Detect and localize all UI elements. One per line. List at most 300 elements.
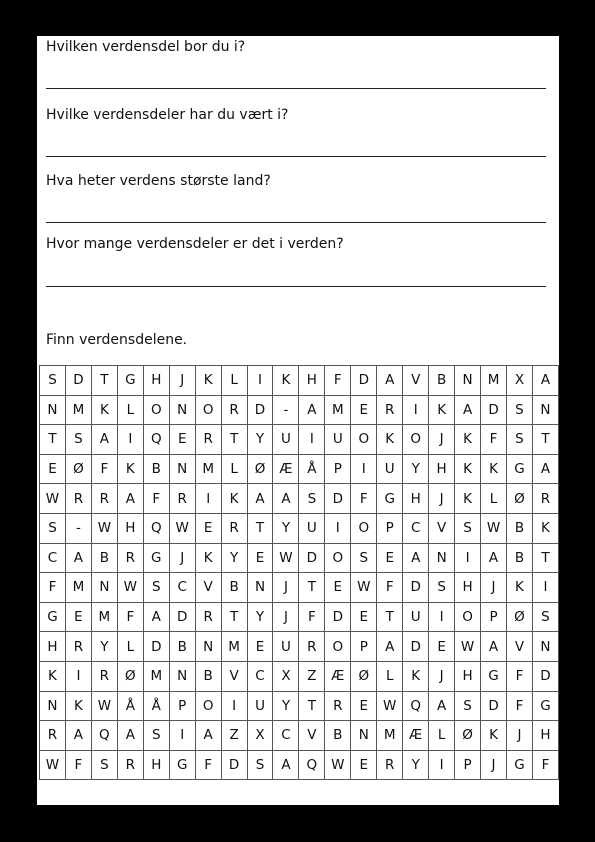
grid-cell[interactable]: L — [117, 395, 143, 425]
grid-cell[interactable]: J — [273, 602, 299, 632]
grid-cell[interactable]: W — [91, 691, 117, 721]
grid-cell[interactable]: S — [299, 484, 325, 514]
grid-cell[interactable]: K — [40, 661, 66, 691]
grid-cell[interactable]: Ø — [117, 661, 143, 691]
grid-cell[interactable]: T — [91, 366, 117, 396]
grid-cell[interactable]: N — [169, 395, 195, 425]
grid-cell[interactable]: E — [351, 602, 377, 632]
grid-cell[interactable]: J — [481, 750, 507, 780]
grid-cell[interactable]: T — [299, 573, 325, 603]
grid-cell[interactable]: U — [325, 425, 351, 455]
grid-cell[interactable]: N — [351, 721, 377, 751]
grid-cell[interactable]: R — [65, 632, 91, 662]
grid-cell[interactable]: N — [91, 573, 117, 603]
grid-cell[interactable]: K — [507, 573, 533, 603]
grid-cell[interactable]: Ø — [507, 602, 533, 632]
grid-cell[interactable]: M — [65, 573, 91, 603]
grid-cell[interactable]: S — [143, 721, 169, 751]
grid-cell[interactable]: J — [429, 661, 455, 691]
grid-cell[interactable]: P — [455, 750, 481, 780]
grid-cell[interactable]: A — [273, 484, 299, 514]
instruction-text: Finn verdensdelene. — [46, 332, 188, 348]
grid-cell[interactable]: Y — [221, 543, 247, 573]
grid-cell[interactable]: W — [169, 513, 195, 543]
grid-cell[interactable]: Z — [221, 721, 247, 751]
grid-cell[interactable]: E — [377, 543, 403, 573]
grid-cell[interactable]: F — [91, 454, 117, 484]
grid-cell[interactable]: G — [117, 366, 143, 396]
grid-row — [40, 632, 559, 662]
grid-cell[interactable]: M — [195, 454, 221, 484]
grid-cell[interactable]: R — [221, 395, 247, 425]
grid-row — [40, 425, 559, 455]
grid-cell[interactable]: G — [143, 543, 169, 573]
grid-cell[interactable]: P — [325, 454, 351, 484]
grid-cell[interactable]: O — [195, 395, 221, 425]
grid-row — [40, 691, 559, 721]
grid-cell[interactable]: P — [377, 513, 403, 543]
grid-cell[interactable]: B — [169, 632, 195, 662]
grid-cell[interactable]: N — [40, 691, 66, 721]
grid-cell[interactable]: L — [221, 454, 247, 484]
grid-cell[interactable]: A — [247, 484, 273, 514]
grid-cell[interactable]: H — [40, 632, 66, 662]
grid-cell[interactable]: V — [221, 661, 247, 691]
grid-cell[interactable]: G — [377, 484, 403, 514]
grid-cell[interactable]: P — [351, 632, 377, 662]
grid-cell[interactable]: P — [481, 602, 507, 632]
grid-cell[interactable]: Q — [143, 425, 169, 455]
grid-cell[interactable]: S — [351, 543, 377, 573]
grid-cell[interactable]: U — [247, 691, 273, 721]
grid-cell[interactable]: M — [91, 602, 117, 632]
grid-cell[interactable]: E — [195, 513, 221, 543]
grid-cell[interactable]: O — [325, 632, 351, 662]
grid-cell[interactable]: E — [429, 632, 455, 662]
grid-cell[interactable]: R — [532, 484, 558, 514]
grid-cell[interactable]: D — [532, 661, 558, 691]
grid-cell[interactable]: R — [40, 721, 66, 751]
grid-cell[interactable]: R — [377, 395, 403, 425]
grid-cell[interactable]: M — [377, 721, 403, 751]
grid-cell[interactable]: A — [403, 543, 429, 573]
grid-cell[interactable]: O — [351, 513, 377, 543]
grid-cell[interactable]: D — [403, 632, 429, 662]
grid-cell[interactable]: V — [429, 513, 455, 543]
grid-cell[interactable]: S — [507, 395, 533, 425]
grid-cell[interactable]: S — [40, 366, 66, 396]
grid-cell[interactable]: B — [429, 366, 455, 396]
grid-cell[interactable]: J — [507, 721, 533, 751]
grid-cell[interactable]: S — [247, 750, 273, 780]
grid-cell[interactable]: S — [429, 573, 455, 603]
grid-cell[interactable]: A — [273, 750, 299, 780]
grid-cell[interactable]: K — [221, 484, 247, 514]
grid-cell[interactable]: Ø — [247, 454, 273, 484]
grid-cell[interactable]: D — [143, 632, 169, 662]
grid-cell[interactable]: Å — [117, 691, 143, 721]
grid-row — [40, 366, 559, 396]
grid-cell[interactable]: T — [221, 425, 247, 455]
grid-cell[interactable]: N — [169, 661, 195, 691]
grid-cell[interactable]: E — [351, 691, 377, 721]
grid-cell[interactable]: U — [403, 602, 429, 632]
grid-cell[interactable]: F — [299, 602, 325, 632]
grid-cell[interactable]: H — [299, 366, 325, 396]
grid-cell[interactable]: O — [403, 425, 429, 455]
grid-cell[interactable]: P — [169, 691, 195, 721]
grid-cell[interactable]: I — [247, 366, 273, 396]
answer-line-1[interactable] — [46, 88, 546, 89]
grid-cell[interactable]: Y — [273, 513, 299, 543]
grid-cell[interactable]: I — [195, 484, 221, 514]
grid-cell[interactable]: U — [273, 632, 299, 662]
grid-cell[interactable]: T — [247, 513, 273, 543]
grid-cell[interactable]: R — [65, 484, 91, 514]
grid-cell[interactable]: I — [351, 454, 377, 484]
grid-cell[interactable]: M — [221, 632, 247, 662]
grid-cell[interactable]: J — [429, 425, 455, 455]
grid-cell[interactable]: A — [91, 425, 117, 455]
grid-cell[interactable]: B — [507, 543, 533, 573]
grid-cell[interactable]: F — [351, 484, 377, 514]
grid-cell[interactable]: D — [299, 543, 325, 573]
grid-cell[interactable]: A — [299, 395, 325, 425]
grid-cell[interactable]: Å — [143, 691, 169, 721]
grid-cell[interactable]: I — [429, 602, 455, 632]
grid-cell[interactable]: M — [481, 366, 507, 396]
grid-cell[interactable]: S — [532, 602, 558, 632]
grid-cell[interactable]: D — [221, 750, 247, 780]
grid-cell[interactable]: H — [117, 513, 143, 543]
grid-cell[interactable]: D — [403, 573, 429, 603]
grid-cell[interactable]: F — [65, 750, 91, 780]
grid-cell[interactable]: C — [169, 573, 195, 603]
grid-cell[interactable]: N — [532, 395, 558, 425]
grid-cell[interactable]: Q — [299, 750, 325, 780]
grid-cell[interactable]: Q — [403, 691, 429, 721]
grid-row — [40, 513, 559, 543]
grid-cell[interactable]: U — [377, 454, 403, 484]
grid-cell[interactable]: K — [377, 425, 403, 455]
grid-cell[interactable]: D — [325, 602, 351, 632]
grid-cell[interactable]: B — [325, 721, 351, 751]
grid-cell[interactable]: B — [195, 661, 221, 691]
grid-cell[interactable]: E — [65, 602, 91, 632]
grid-cell[interactable]: I — [429, 750, 455, 780]
grid-cell[interactable]: Æ — [403, 721, 429, 751]
grid-cell[interactable]: L — [377, 661, 403, 691]
grid-cell[interactable]: Z — [299, 661, 325, 691]
grid-cell[interactable]: Y — [403, 454, 429, 484]
grid-cell[interactable]: R — [169, 484, 195, 514]
grid-cell[interactable]: E — [169, 425, 195, 455]
grid-cell[interactable]: L — [481, 484, 507, 514]
grid-cell[interactable]: T — [532, 543, 558, 573]
grid-cell[interactable]: A — [143, 602, 169, 632]
grid-cell[interactable]: R — [195, 425, 221, 455]
grid-cell[interactable]: A — [532, 454, 558, 484]
question-3: Hva heter verdens største land? — [46, 173, 271, 189]
grid-cell[interactable]: G — [40, 602, 66, 632]
grid-cell[interactable]: N — [429, 543, 455, 573]
grid-cell[interactable]: K — [273, 366, 299, 396]
grid-cell[interactable]: I — [299, 425, 325, 455]
grid-cell[interactable]: R — [117, 543, 143, 573]
grid-cell[interactable]: B — [507, 513, 533, 543]
grid-cell[interactable]: M — [325, 395, 351, 425]
grid-cell[interactable]: A — [65, 543, 91, 573]
grid-cell[interactable]: F — [507, 691, 533, 721]
grid-cell[interactable]: Æ — [325, 661, 351, 691]
grid-cell[interactable]: K — [195, 366, 221, 396]
grid-cell[interactable]: D — [65, 366, 91, 396]
grid-cell[interactable]: R — [377, 750, 403, 780]
grid-cell[interactable]: A — [117, 484, 143, 514]
grid-cell[interactable]: C — [40, 543, 66, 573]
grid-cell[interactable]: E — [351, 750, 377, 780]
grid-cell[interactable]: S — [65, 425, 91, 455]
grid-cell[interactable]: F — [117, 602, 143, 632]
grid-cell[interactable]: A — [117, 721, 143, 751]
grid-cell[interactable]: F — [377, 573, 403, 603]
grid-row — [40, 543, 559, 573]
grid-cell[interactable]: K — [195, 543, 221, 573]
grid-cell[interactable]: Ø — [351, 661, 377, 691]
grid-cell[interactable]: X — [273, 661, 299, 691]
grid-cell[interactable]: I — [221, 691, 247, 721]
grid-cell[interactable]: Ø — [507, 484, 533, 514]
grid-cell[interactable]: O — [351, 425, 377, 455]
grid-cell[interactable]: T — [40, 425, 66, 455]
grid-cell[interactable]: E — [325, 573, 351, 603]
grid-cell[interactable]: K — [65, 691, 91, 721]
grid-cell[interactable]: V — [403, 366, 429, 396]
grid-cell[interactable]: H — [455, 573, 481, 603]
grid-cell[interactable]: L — [429, 721, 455, 751]
grid-cell[interactable]: D — [481, 691, 507, 721]
grid-cell[interactable]: G — [532, 691, 558, 721]
grid-cell[interactable]: Q — [91, 721, 117, 751]
grid-cell[interactable]: R — [221, 513, 247, 543]
grid-cell[interactable]: I — [169, 721, 195, 751]
grid-cell[interactable]: N — [40, 395, 66, 425]
grid-cell[interactable]: T — [532, 425, 558, 455]
grid-cell[interactable]: - — [65, 513, 91, 543]
grid-cell[interactable]: I — [117, 425, 143, 455]
grid-cell[interactable]: K — [91, 395, 117, 425]
grid-cell[interactable]: G — [507, 750, 533, 780]
grid-cell[interactable]: W — [273, 543, 299, 573]
grid-cell[interactable]: V — [195, 573, 221, 603]
grid-cell[interactable]: - — [273, 395, 299, 425]
grid-cell[interactable]: I — [325, 513, 351, 543]
grid-cell[interactable]: I — [455, 543, 481, 573]
grid-cell[interactable]: G — [507, 454, 533, 484]
grid-cell[interactable]: E — [40, 454, 66, 484]
grid-cell[interactable]: J — [273, 573, 299, 603]
grid-cell[interactable]: S — [507, 425, 533, 455]
grid-cell[interactable]: G — [481, 661, 507, 691]
grid-cell[interactable]: W — [40, 750, 66, 780]
grid-cell[interactable]: F — [532, 750, 558, 780]
grid-cell[interactable]: Æ — [273, 454, 299, 484]
grid-cell[interactable]: W — [455, 632, 481, 662]
grid-row — [40, 484, 559, 514]
grid-cell[interactable]: R — [91, 661, 117, 691]
grid-cell[interactable]: Ø — [65, 454, 91, 484]
grid-cell[interactable]: A — [455, 395, 481, 425]
grid-cell[interactable]: E — [351, 395, 377, 425]
grid-cell[interactable]: M — [143, 661, 169, 691]
grid-cell[interactable]: E — [247, 632, 273, 662]
grid-row — [40, 721, 559, 751]
grid-cell[interactable]: Y — [91, 632, 117, 662]
grid-cell[interactable]: L — [221, 366, 247, 396]
grid-cell[interactable]: A — [65, 721, 91, 751]
grid-cell[interactable]: W — [91, 513, 117, 543]
grid-cell[interactable]: Y — [247, 425, 273, 455]
grid-cell[interactable]: F — [325, 366, 351, 396]
grid-cell[interactable]: V — [299, 721, 325, 751]
grid-cell[interactable]: D — [351, 366, 377, 396]
grid-cell[interactable]: Å — [299, 454, 325, 484]
grid-cell[interactable]: F — [195, 750, 221, 780]
grid-cell[interactable]: E — [247, 543, 273, 573]
grid-cell[interactable]: F — [40, 573, 66, 603]
grid-cell[interactable]: O — [455, 602, 481, 632]
grid-cell[interactable]: A — [481, 632, 507, 662]
grid-cell[interactable]: K — [403, 661, 429, 691]
grid-cell[interactable]: N — [169, 454, 195, 484]
grid-cell[interactable]: A — [377, 632, 403, 662]
grid-cell[interactable]: S — [40, 513, 66, 543]
grid-cell[interactable]: B — [91, 543, 117, 573]
grid-cell[interactable]: W — [481, 513, 507, 543]
grid-cell[interactable]: Q — [143, 513, 169, 543]
grid-cell[interactable]: G — [169, 750, 195, 780]
grid-cell[interactable]: W — [40, 484, 66, 514]
grid-cell[interactable]: R — [325, 691, 351, 721]
grid-cell[interactable]: J — [169, 543, 195, 573]
grid-cell[interactable]: U — [273, 425, 299, 455]
grid-cell[interactable]: J — [169, 366, 195, 396]
grid-cell[interactable]: J — [481, 573, 507, 603]
grid-cell[interactable]: B — [143, 454, 169, 484]
grid-cell[interactable]: K — [429, 395, 455, 425]
grid-cell[interactable]: M — [65, 395, 91, 425]
grid-cell[interactable]: X — [247, 721, 273, 751]
grid-cell[interactable]: T — [221, 602, 247, 632]
grid-cell[interactable]: I — [65, 661, 91, 691]
grid-cell[interactable]: T — [377, 602, 403, 632]
question-4: Hvor mange verdensdeler er det i verden? — [46, 236, 344, 252]
grid-cell[interactable]: W — [377, 691, 403, 721]
grid-cell[interactable]: H — [429, 454, 455, 484]
grid-cell[interactable]: H — [143, 750, 169, 780]
grid-cell[interactable]: A — [377, 366, 403, 396]
grid-cell[interactable]: Ø — [455, 721, 481, 751]
grid-cell[interactable]: C — [273, 721, 299, 751]
grid-cell[interactable]: H — [532, 721, 558, 751]
grid-cell[interactable]: R — [299, 632, 325, 662]
grid-cell[interactable]: N — [532, 632, 558, 662]
grid-cell[interactable]: R — [91, 484, 117, 514]
grid-cell[interactable]: U — [299, 513, 325, 543]
grid-cell[interactable]: S — [143, 573, 169, 603]
grid-cell[interactable]: O — [195, 691, 221, 721]
grid-cell[interactable]: Y — [273, 691, 299, 721]
grid-cell[interactable]: R — [117, 750, 143, 780]
grid-cell[interactable]: O — [143, 395, 169, 425]
grid-cell[interactable]: X — [507, 366, 533, 396]
grid-cell[interactable]: B — [221, 573, 247, 603]
grid-cell[interactable]: H — [455, 661, 481, 691]
grid-cell[interactable]: F — [481, 425, 507, 455]
grid-cell[interactable]: S — [455, 513, 481, 543]
grid-cell[interactable]: D — [247, 395, 273, 425]
grid-cell[interactable]: N — [247, 573, 273, 603]
grid-cell[interactable]: F — [507, 661, 533, 691]
grid-cell[interactable]: L — [117, 632, 143, 662]
grid-row — [40, 750, 559, 780]
grid-cell[interactable]: Y — [247, 602, 273, 632]
grid-cell[interactable]: S — [455, 691, 481, 721]
grid-cell[interactable]: D — [169, 602, 195, 632]
grid-cell[interactable]: H — [403, 484, 429, 514]
grid-cell[interactable]: I — [532, 573, 558, 603]
answer-line-2[interactable] — [46, 156, 546, 157]
grid-cell[interactable]: A — [481, 543, 507, 573]
grid-cell[interactable]: K — [455, 484, 481, 514]
grid-cell[interactable]: N — [455, 366, 481, 396]
grid-cell[interactable]: S — [91, 750, 117, 780]
question-2: Hvilke verdensdeler har du vært i? — [46, 107, 289, 123]
grid-cell[interactable]: A — [532, 366, 558, 396]
grid-cell[interactable]: K — [455, 425, 481, 455]
grid-cell[interactable]: C — [247, 661, 273, 691]
grid-cell[interactable]: D — [481, 395, 507, 425]
grid-cell[interactable]: A — [195, 721, 221, 751]
grid-cell[interactable]: K — [481, 721, 507, 751]
answer-line-4[interactable] — [46, 286, 546, 287]
grid-row — [40, 454, 559, 484]
grid-cell[interactable]: W — [325, 750, 351, 780]
grid-cell[interactable]: J — [429, 484, 455, 514]
grid-cell[interactable]: K — [455, 454, 481, 484]
answer-line-3[interactable] — [46, 222, 546, 223]
grid-cell[interactable]: V — [507, 632, 533, 662]
grid-row — [40, 573, 559, 603]
grid-cell[interactable]: K — [481, 454, 507, 484]
grid-cell[interactable]: C — [403, 513, 429, 543]
grid-cell[interactable]: W — [117, 573, 143, 603]
grid-cell[interactable]: W — [351, 573, 377, 603]
grid-cell[interactable]: H — [143, 366, 169, 396]
grid-cell[interactable]: F — [143, 484, 169, 514]
grid-cell[interactable]: I — [403, 395, 429, 425]
grid-cell[interactable]: K — [532, 513, 558, 543]
grid-cell[interactable]: Y — [403, 750, 429, 780]
grid-cell[interactable]: N — [195, 632, 221, 662]
grid-cell[interactable]: O — [325, 543, 351, 573]
worksheet-page — [37, 36, 559, 805]
grid-cell[interactable]: A — [429, 691, 455, 721]
grid-cell[interactable]: T — [299, 691, 325, 721]
grid-cell[interactable]: D — [325, 484, 351, 514]
grid-cell[interactable]: K — [117, 454, 143, 484]
grid-cell[interactable]: R — [195, 602, 221, 632]
